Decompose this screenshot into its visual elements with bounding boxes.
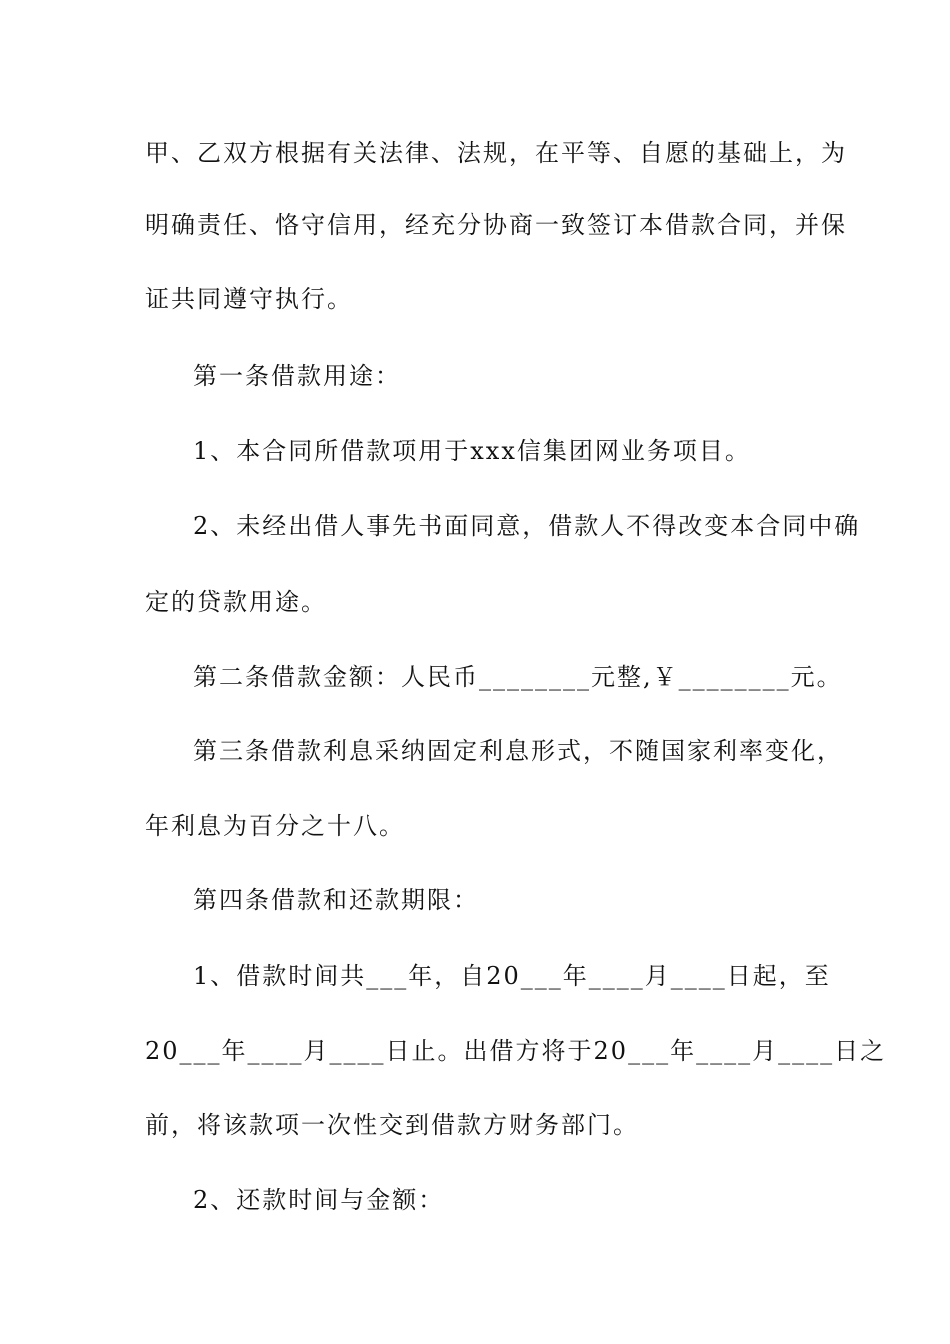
clause-line: 1、本合同所借款项用于xxx信集团网业务项目。 bbox=[193, 437, 751, 465]
clause-line: 20___年____月____日止。出借方将于20___年____月____日之 bbox=[145, 1037, 887, 1065]
section-heading: 第二条借款金额：人民币________元整,￥________元。 bbox=[193, 663, 843, 691]
clause-line: 2、还款时间与金额： bbox=[193, 1186, 445, 1214]
paragraph-line: 证共同遵守执行。 bbox=[145, 285, 353, 313]
clause-line: 定的贷款用途。 bbox=[145, 588, 327, 616]
clause-line: 前，将该款项一次性交到借款方财务部门。 bbox=[145, 1111, 639, 1139]
paragraph-line: 甲、乙双方根据有关法律、法规，在平等、自愿的基础上，为 bbox=[145, 139, 847, 167]
section-heading: 第三条借款利息采纳固定利息形式，不随国家利率变化， bbox=[193, 737, 843, 765]
section-heading: 第四条借款和还款期限： bbox=[193, 886, 479, 914]
section-heading: 第一条借款用途： bbox=[193, 362, 401, 390]
paragraph-line: 明确责任、恪守信用，经充分协商一致签订本借款合同，并保 bbox=[145, 211, 847, 239]
clause-line: 2、未经出借人事先书面同意，借款人不得改变本合同中确 bbox=[193, 512, 861, 540]
clause-line: 1、借款时间共___年，自20___年____月____日起，至 bbox=[193, 962, 831, 990]
clause-line: 年利息为百分之十八。 bbox=[145, 812, 405, 840]
